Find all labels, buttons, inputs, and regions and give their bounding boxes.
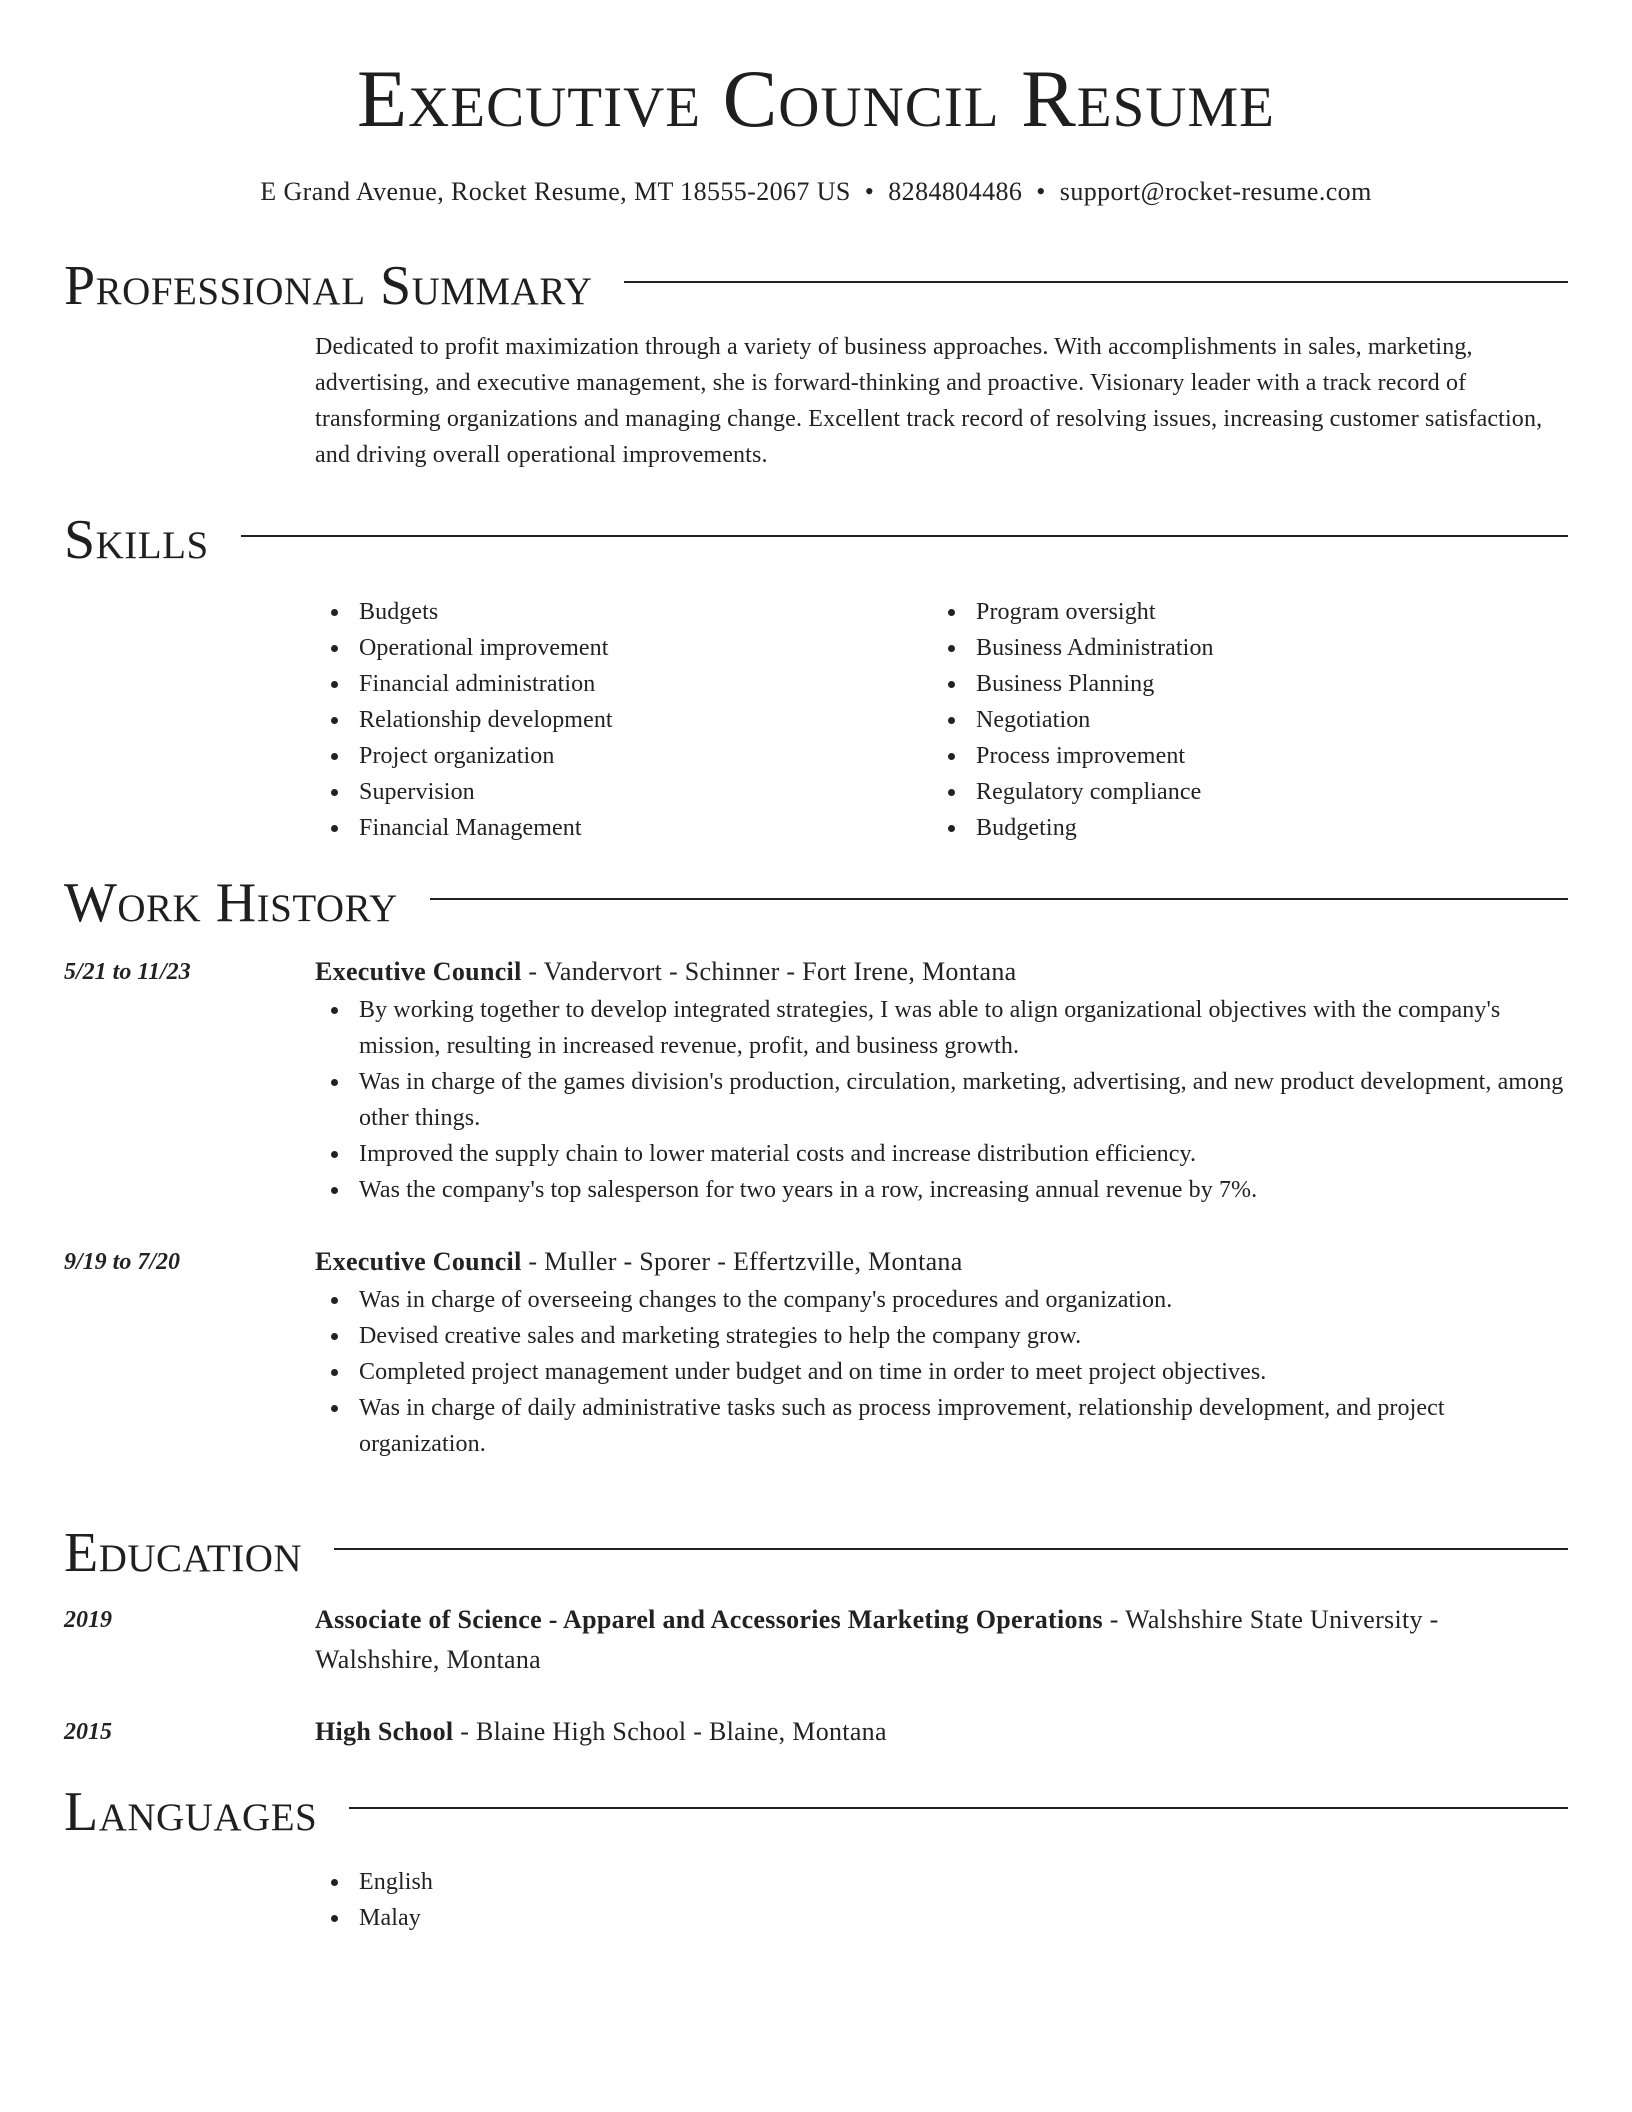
section-divider [241,535,1568,537]
job-details [315,952,1568,1208]
section-divider [349,1807,1568,1809]
job-dates: 9/19 to 7/20 [64,1249,181,1275]
job-entry [64,952,1568,1208]
skill-item: Project organization [315,738,932,774]
education-section [64,1522,1568,1752]
job-entry [64,1242,1568,1462]
summary-body [315,329,1568,473]
skills-column-left [315,594,932,846]
job-bullet: Was in charge of the games division's production, circulation, marketing, advertising, and new product development, among other things. [315,1064,1568,1136]
contact-phone: 8284804486 [888,177,1023,206]
skill-item: Supervision [315,774,932,810]
languages-list [315,1864,1568,1936]
language-item: Malay [315,1900,1568,1936]
section-header [64,1781,1568,1843]
skill-item: Regulatory compliance [932,774,1549,810]
section-header [64,509,1568,571]
skill-item: Financial administration [315,666,932,702]
section-divider [624,281,1568,283]
section-divider [430,898,1568,900]
contact-email: support@rocket-resume.com [1059,177,1372,206]
education-degree: High School [315,1717,454,1746]
education-details [315,1712,1568,1752]
skill-item: Business Administration [932,630,1549,666]
education-school-location: - Blaine High School - Blaine, Montana [453,1717,887,1746]
job-bullet: Devised creative sales and marketing strategies to help the company grow. [315,1318,1568,1354]
education-details [315,1600,1568,1680]
summary-text: Dedicated to profit maximization through a variety of business approaches. With accomplishments in sales, marketing, advertising, and executive management, she is forward-thinking and proactive. Visionary leader with a track record of transforming organizations and managing change. Excellent track record of resolving issues, increasing customer satisfaction, and driving overall operational improvements. [315,334,1543,468]
job-bullet: Was the company's top salesperson for two years in a row, increasing annual revenue by 7%. [315,1172,1568,1208]
job-bullet: By working together to develop integrated strategies, I was able to align organizational objectives with the company's mission, resulting in increased revenue, profit, and business growth. [315,992,1568,1064]
education-entry [64,1712,1568,1752]
section-header [64,255,1568,317]
job-title: Executive Council [315,957,522,986]
job-bullet: Improved the supply chain to lower material costs and increase distribution efficiency. [315,1136,1568,1172]
contact-separator: • [864,177,875,206]
skill-item: Business Planning [932,666,1549,702]
contact-line [64,172,1568,212]
contact-address: E Grand Avenue, Rocket Resume, MT 18555-2067 US [260,177,851,206]
education-heading [315,1712,1568,1752]
education-year: 2019 [64,1607,112,1633]
skill-item: Budgeting [932,810,1549,846]
education-entry [64,1600,1568,1680]
job-dates: 5/21 to 11/23 [64,959,191,985]
skill-item: Process improvement [932,738,1549,774]
contact-separator: • [1036,177,1046,206]
skills-list-left [315,594,932,846]
section-title-languages: Languages [64,1781,318,1843]
skill-item: Relationship development [315,702,932,738]
job-title: Executive Council [315,1247,522,1276]
section-title-summary: Professional Summary [64,255,593,317]
job-heading [315,1242,1568,1282]
section-title-work-history: Work History [64,872,398,934]
summary-section [64,255,1568,473]
resume-title: Executive Council Resume [357,53,1275,144]
skill-item: Negotiation [932,702,1549,738]
skill-item: Operational improvement [315,630,932,666]
skills-grid [315,594,1568,846]
education-heading [315,1600,1568,1680]
education-school-location: - Walshshire State University - Walshshire, Montana [315,1605,1439,1674]
work-history-section [64,872,1568,1462]
section-header [64,1522,1568,1584]
section-title-skills: Skills [64,509,209,571]
skills-list-right [932,594,1549,846]
job-bullet: Was in charge of daily administrative tasks such as process improvement, relationship development, and project organization. [315,1390,1568,1462]
language-item: English [315,1864,1568,1900]
job-company-location: - Vandervort - Schinner - Fort Irene, Montana [521,957,1017,986]
skills-column-right [932,594,1549,846]
skill-item: Program oversight [932,594,1549,630]
skill-item: Financial Management [315,810,932,846]
job-heading [315,952,1568,992]
job-bullet: Completed project management under budget and on time in order to meet project objectives. [315,1354,1568,1390]
job-bullet: Was in charge of overseeing changes to the company's procedures and organization. [315,1282,1568,1318]
section-divider [334,1548,1568,1550]
job-bullets [315,992,1568,1208]
section-title-education: Education [64,1522,303,1584]
skills-section [64,509,1568,846]
education-year: 2015 [64,1719,112,1745]
section-header [64,872,1568,934]
job-bullets [315,1282,1568,1462]
skill-item: Budgets [315,594,932,630]
job-details [315,1242,1568,1462]
languages-body [315,1864,1568,1936]
languages-section [64,1781,1568,1936]
education-degree: Associate of Science - Apparel and Accessories Marketing Operations [315,1605,1103,1634]
job-company-location: - Muller - Sporer - Effertzville, Montana [521,1247,963,1276]
